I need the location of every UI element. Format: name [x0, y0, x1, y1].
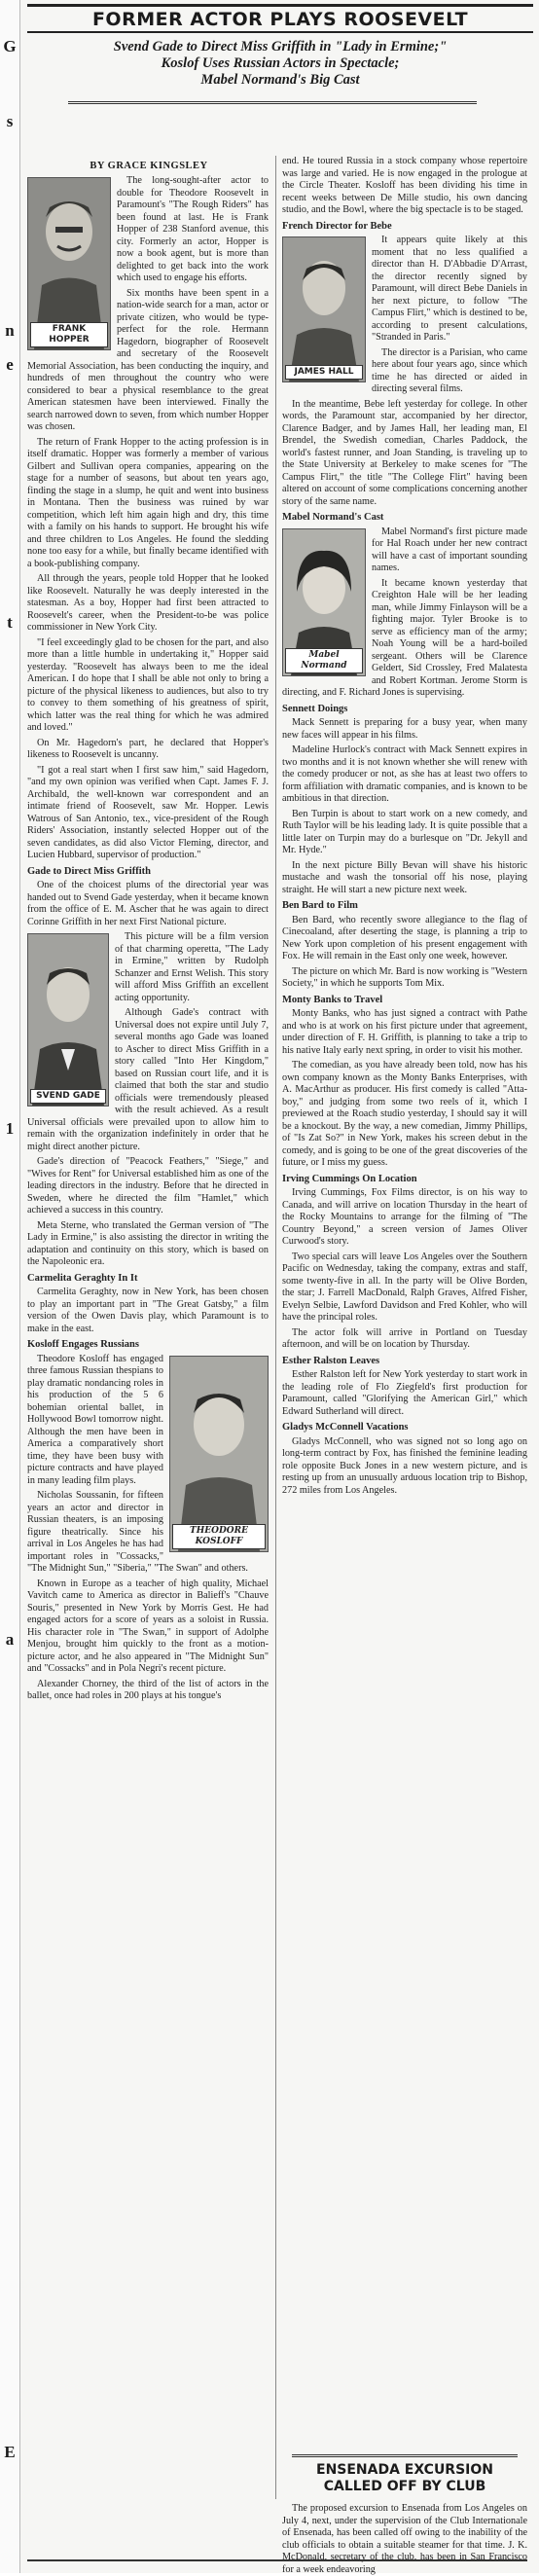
subhead: French Director for Bebe: [282, 220, 392, 232]
portrait-figure: [283, 237, 365, 381]
paragraph: "I got a real start when I first saw him," said Hagedorn, "and my own opinion was verified when Capt. James F. J. Archibald, the well-known war correspondent and an intimate friend of Roosevelt, saw Mr. Hopper. Lewis Watrous of San Antonio, tex., vice-president of the Rough Riders' Association, instantly selected Hopper out of the seven candidates, as did also Victor Fleming, director, and Lucien Hubbard, supervisor of production.": [27, 764, 269, 860]
photo-frank-hopper: [27, 177, 111, 350]
paragraph: Carmelita Geraghty, now in New York, has been chosen to play an important part in "The Great Gatsby," a film version of the Owen Davis play, which Paramount is to make in the east.: [27, 1287, 269, 1334]
paragraph: The actor folk will arrive in Portland on Tuesday afternoon, and will be on location by Thursday.: [282, 1326, 527, 1350]
photo-caption: JAMES HALL: [285, 365, 363, 380]
paragraph: In the next picture Billy Bevan will shave his historic mustache and wash the tonsorial off his nose, playing straight. He will start a new picture next week.: [282, 859, 527, 895]
paragraph: Mack Sennett is preparing for a busy year, when many new faces will appear in his films.: [282, 717, 527, 741]
portrait-figure: [28, 934, 108, 1106]
story-sennett: [282, 717, 527, 896]
paragraph: Two special cars will leave Los Angeles over the Southern Pacific on Wednesday, taking the company, extras and staff, some twenty-five in all. In the party will be Olive Borden, the star; J. Farrell MacDonald, Ralph Graves, Alfred Fisher, Evelyn Selbie, Lawford Davidson and Fred Kohler, who will have the principal roles.: [282, 1251, 527, 1323]
photo-caption: FRANK HOPPER: [30, 322, 108, 347]
paragraph: The long-sought-after actor to double for Theodore Roosevelt in Paramount's "The Rough Riders" has been found at last. He is Frank Hopper of 238 Stanford avenue, this city. Formerly an actor, Hopper is now a book agent, but is more than delighted to get back into the work which used to engage his efforts.: [117, 175, 269, 283]
excursion-headline: [282, 2462, 527, 2495]
paragraph: One of the choicest plums of the directorial year was handed out to Svend Gade yesterday, when it became known from the office of E. M. Ascher that he was again to direct Corinne Griffith in her next First National picture.: [27, 880, 269, 927]
subhead: Esther Ralston Leaves: [282, 1355, 380, 1366]
paragraph: The comedian, as you have already been told, now has his own company known as the Monty Banks Enterprises, with A. MacArthur as producer. His first comedy is called "Atta-boy," and judging from some two reels of it, which I previewed at the Roach studio yesterday, I should say it will be a knockout. By the way, a new comedian, Jimmy Phillips, of "Is Zat So?" in New York, makes his screen debut in the comedy, and is going to be one of the great discoveries of the future, or I miss my guess.: [282, 1060, 527, 1168]
excursion-headline-line: CALLED OFF BY CLUB: [323, 2479, 486, 2494]
story-ben-bard: [282, 915, 527, 991]
gutter-letter: n: [5, 321, 15, 340]
paragraph: The proposed excursion to Ensenada from Los Angeles on July 4, next, under the supervision of the Club Internationale of Ensenada, has been called off owing to the inability of the club officials to obtain a suitable steamer for that time. J. K. McDonald, secretary of the club, has been in San Francisco for a week endeavoring: [282, 2503, 527, 2575]
paragraph: It appears quite likely at this moment that no less qualified a director than H. D'Abbadie D'Arrast, the director recently signed by Paramount, will direct Bebe Daniels in her next picture, to follow "The Campus Flirt," which is destined to be, according to present calculations, "Stranded in Paris.": [372, 235, 527, 343]
story-french-director: [282, 235, 527, 508]
paragraph: Known in Europe as a teacher of high quality, Michael Vavitch came to America as director in Balieff's "Chauve Souris," presented in New York by Morris Gest. He had engaged actors for a score of years as a soloist in Russia. His character role in "The Swan," in support of Adolphe Menjou, brought him quickly to the front as a motion-picture actor, and he also appeared in "The Midnight Sun" and "Cossacks" and in Pola Negri's recent picture.: [27, 1578, 269, 1674]
subhead: Carmelita Geraghty In It: [27, 1272, 138, 1284]
gutter-letter: t: [7, 613, 13, 632]
gutter-letter: s: [6, 112, 14, 130]
deck-rule: [68, 101, 477, 104]
paragraph: It became known yesterday that Creighton Hale will be her leading man, while Jimmy Finlayson will be a fighting major. Tyler Brooke is to serve as efficiency man of the army; Noah Young will be a hard-boiled sergeant. Others will be Clarence Geldert, Sid Crossley, Fred Malatesta and Robert Kortman. Jerome Storm is directing, and F. Richard Jones is supervising.: [282, 577, 527, 698]
excursion-story: [282, 2503, 527, 2576]
story-geraghty: [27, 1287, 269, 1335]
paragraph: Alexander Chorney, the third of the list of actors in the ballet, once had roles in 200 plays at his tongue's: [27, 1678, 269, 1701]
subhead: Monty Banks to Travel: [282, 994, 383, 1005]
paragraph: This picture will be a film version of that charming operetta, "The Lady in Ermine," written by Rudolph Schanzer and Ernst Welish. This story will afford Miss Griffith an excellent acting opportunity.: [115, 931, 269, 1003]
deck-line: Mabel Normand's Big Cast: [200, 72, 360, 88]
story-normand-cast: [282, 526, 527, 700]
gutter-letter: G: [3, 37, 17, 55]
right-column: [282, 156, 527, 1500]
photo-mabel-normand: [282, 528, 366, 676]
subhead: Ben Bard to Film: [282, 900, 358, 911]
paragraph: The picture on which Mr. Bard is now working is "Western Society," in which he supports Tom Mix.: [282, 965, 527, 989]
paragraph: Madeline Hurlock's contract with Mack Sennett expires in two months and it is not known whether she will renew with the comedy producer or not, as she has at least two offers to form affiliation with dramatic companies, and is known to be ambitious in that direction.: [282, 744, 527, 804]
gutter-letter: e: [6, 355, 14, 374]
left-column: [27, 175, 269, 1706]
paragraph: Irving Cummings, Fox Films director, is on his way to Canada, and will arrive on location Thursday in the heart of the Rocky Mountains to arrange for the filming of "The Country Beyond," a screen version of James Oliver Curwood's story.: [282, 1187, 527, 1247]
photo-caption: THEODORE KOSLOFF: [172, 1524, 266, 1549]
page-bottom-rule: [27, 2559, 527, 2561]
section-rule: [292, 2454, 518, 2457]
story-kosloff: [27, 1354, 269, 1703]
subhead: Gade to Direct Miss Griffith: [27, 865, 151, 877]
subhead: Kosloff Engages Russians: [27, 1339, 139, 1350]
deck-line: Koslof Uses Russian Actors in Spectacle;: [161, 55, 400, 71]
adjacent-column-edge: [0, 0, 20, 2573]
story-cummings: [282, 1187, 527, 1352]
subhead: Irving Cummings On Location: [282, 1173, 417, 1184]
paragraph: Ben Turpin is about to start work on a new comedy, and Ruth Taylor will be his leading lady. It is quite possible that a little later on Turpin may do a burlesque on "Dr. Jekyll and Mr. Hyde.": [282, 808, 527, 855]
paragraph: In the meantime, Bebe left yesterday for college. In other words, the Paramount star, accompanied by her director, Clarence Badger, and by James Hall, her leading man, El Brendel, the Swedish comedian, Charles Paddock, the world's fastest runner, and Joan Standing, is traveling up to the State University at Berkeley to make scenes for "The Campus Flirt," the title "The College Flirt" having been altered on account of some complications concerning another story of the same name.: [282, 398, 527, 507]
paragraph: Nicholas Soussanin, for fifteen years an actor and director in Russian theaters, is an imposing figure theatrically. Since his arrival in Los Angeles he has had important roles in "Cossacks," "The Midnight Sun," "Siberia," "The Swan" and others.: [27, 1490, 248, 1574]
paragraph: end. He toured Russia in a stock company whose repertoire was large and varied. He is now engaged in the prologue at the Circle Theater. Kosloff has been dividing his time in recent weeks between De Mille studio, his own dancing studio, and the Bowl, where the big spectacle is to be staged.: [282, 156, 527, 215]
paragraph: Gade's direction of "Peacock Feathers," "Siege," and "Wives for Rent" for Universal established him as one of the leading directors in the industry. Before that he directed in Sweden, where he directed the film "Hamlet," which achieved a success in this country.: [27, 1156, 269, 1215]
paragraph: Ben Bard, who recently swore allegiance to the flag of Cinecoaland, after deserting the stage, is planning a trip to New York upon completion of his present engagement with Fox. He will remain in the East only one week, however.: [282, 914, 527, 961]
paragraph: Monty Banks, who has just signed a contract with Pathe and who is at work on his first picture under that agreement, under direction of F. H. Griffith, is planning to take a trip to his native Italy early next spring, in order to visit his mother.: [282, 1008, 527, 1056]
paragraph: On Mr. Hagedorn's part, he declared that Hopper's likeness to Roosevelt is uncanny.: [27, 737, 269, 760]
story-gade: [27, 880, 269, 1269]
photo-theodore-kosloff: [169, 1356, 269, 1552]
paragraph: Theodore Kosloff has engaged three famous Russian thespians to play dramatic nondancing roles in his production of the 5 6 bohemian oriental ballet, in Hollywood Bowl tomorrow night. Although the men have been in America a comparatively short time, they have been busy with picture contracts and have played in many leading film plays.: [27, 1353, 163, 1486]
paragraph: The return of Frank Hopper to the acting profession is in itself dramatic. Hopper was formerly a member of various Gilbert and Sullivan opera companies, appearing on the stage for a number of seasons, but about ten years ago, finding the stage in a slump, he quit and went into business in Montana. Then the business was ruined by war competition, which left him again high and dry, this time with a family on his hands to support. He brought his wife and three children to Los Angeles. He found the sledding none too easy for a while, but finally became identified with a book-publishing company.: [27, 436, 269, 569]
story-mcconnell: [282, 1436, 527, 1498]
photo-svend-gade: [27, 933, 109, 1107]
paragraph: Although Gade's contract with Universal does not expire until July 7, several months ago Gade was loaned to Ascher to direct Miss Griffith in a story called "Into Her Kingdom," based on Russian court life, and it is claimed that both the star and studio officials were tremendously pleased with the result achieved. As a result Universal officials were prevailed upon to allow him to remain with the organization indefinitely in order that he might direct another picture.: [27, 1007, 269, 1152]
paragraph: The director is a Parisian, who came here about four years ago, since which time he has directed or aided in directing several films.: [372, 346, 527, 394]
gutter-letter: a: [5, 1630, 15, 1649]
story-roosevelt: [27, 175, 269, 862]
gutter-letter: 1: [5, 1119, 15, 1138]
story-kosloff-continued: [282, 156, 527, 217]
paragraph: Mabel Normand's first picture made for Hal Roach under her new contract will have a cast of important sounding names.: [372, 526, 527, 573]
portrait-figure: [170, 1357, 268, 1551]
photo-caption: Mabel Normand: [285, 648, 363, 673]
column-rule: [275, 156, 276, 2499]
byline: BY GRACE KINGSLEY: [90, 161, 208, 171]
photo-caption: SVEND GADE: [30, 1089, 106, 1104]
photo-james-hall: [282, 236, 366, 382]
subhead: Gladys McConnell Vacations: [282, 1422, 409, 1433]
deck: [39, 39, 521, 89]
paragraph: Esther Ralston left for New York yesterday to start work in the leading role of Flo Ziegfeld's first production for Paramount, called "Glorifying the American Girl," which Edward Sutherland will direct.: [282, 1369, 527, 1417]
deck-line: Svend Gade to Direct Miss Griffith in "Lady in Ermine;": [113, 39, 448, 54]
paragraph: Meta Sterne, who translated the German version of "The Lady in Ermine," is also assisting the director in writing the adaptation and continuity on this story, which is based on the Napoleonic era.: [27, 1219, 269, 1267]
paragraph: Six months have been spent in a nation-wide search for a man, actor or private citizen, who would be type-perfect for the role. Hermann Hagedorn, biographer of Roosevelt and secretary of the Roosevelt Memorial Association, has been conducting the inquiry, and hundreds of men throughout the country who were considered to bear a physical resemblance to the great American statesmen have been interviewed. Finally the search narrowed down to seven, from which number Hopper was chosen.: [27, 287, 269, 432]
gutter-letter: E: [4, 2443, 16, 2461]
subhead: Sennett Doings: [282, 703, 348, 714]
story-ralston: [282, 1369, 527, 1418]
story-monty-banks: [282, 1008, 527, 1170]
headline: FORMER ACTOR PLAYS ROOSEVELT: [91, 8, 469, 30]
paragraph: "I feel exceedingly glad to be chosen for the part, and also more than a little humble in undertaking it," Hopper said yesterday. "Roosevelt has always been to me the ideal American. I do hope that I shall be able not only to bring a picture of the physical likeness to audiences, but also to try to convey to them something of his greatness of spirit, which latter was the real thing for which he was admired and loved.": [27, 636, 269, 733]
subhead: Mabel Normand's Cast: [282, 512, 384, 523]
headline-banner: [27, 4, 533, 33]
paragraph: Gladys McConnell, who was signed not so long ago on long-term contract by Fox, has finished the feminine leading role opposite Buck Jones in a new western picture, and is resting up from an unusually arduous location trip to Bishop, 272 miles from Los Angeles.: [282, 1435, 527, 1496]
excursion-headline-line: ENSENADA EXCURSION: [316, 2462, 493, 2478]
paragraph: All through the years, people told Hopper that he looked like Roosevelt. Naturally he was deeply interested in the statesman. As a boy, Hopper had first been attracted to Roosevelt's career, when the President-to-be was police commissioner in New York City.: [27, 573, 269, 633]
